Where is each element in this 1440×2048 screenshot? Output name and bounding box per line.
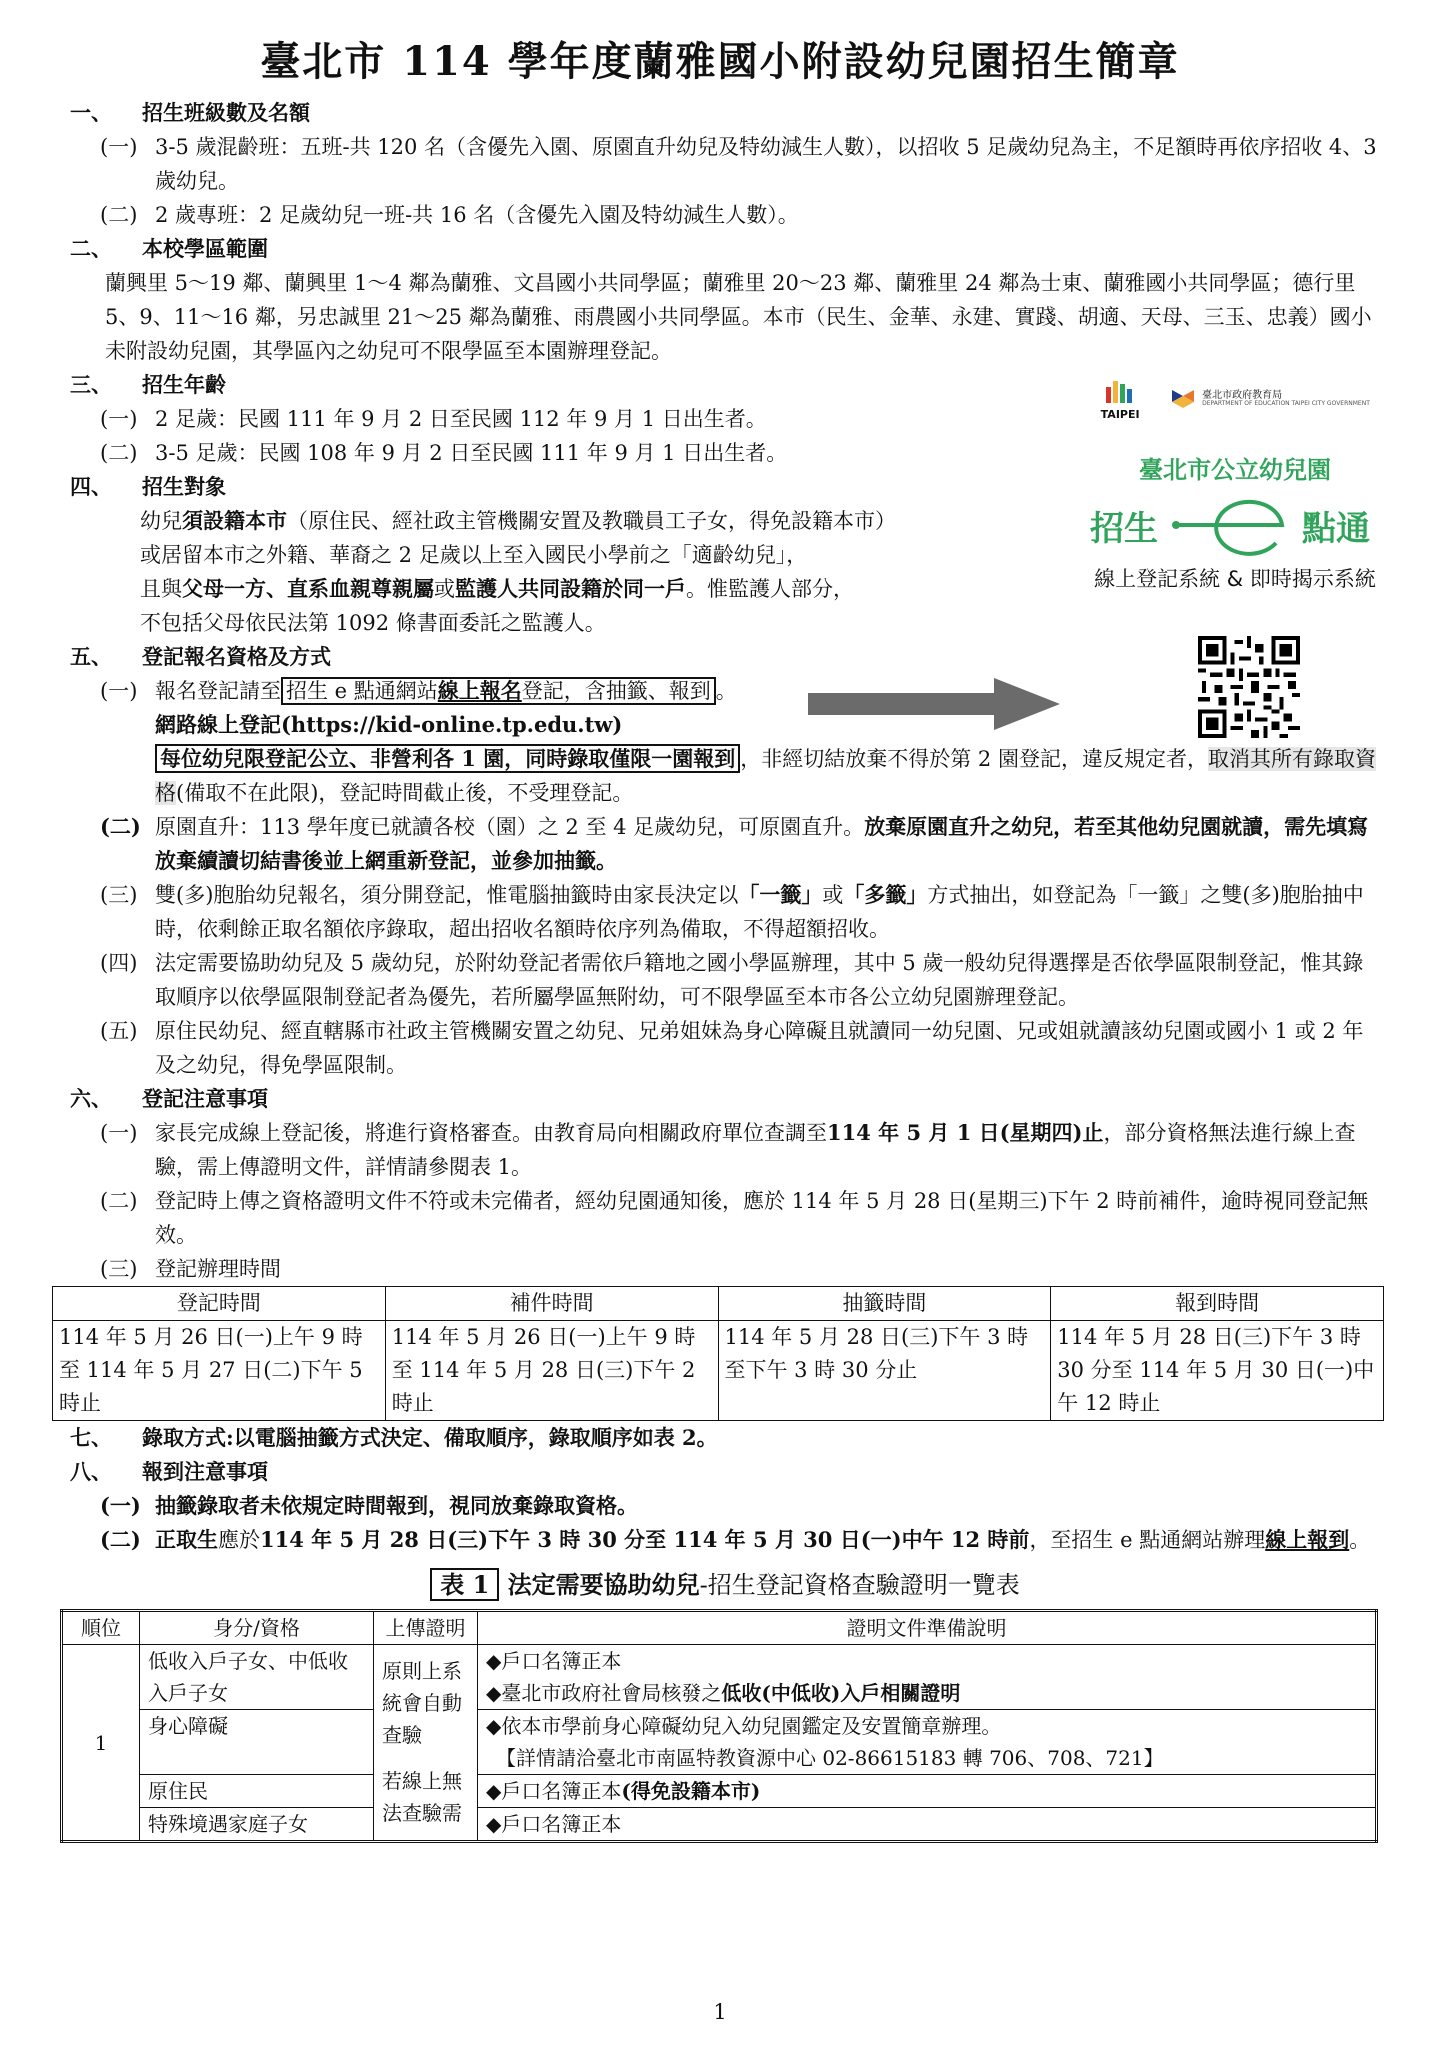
table-header-cell: 上傳證明 xyxy=(374,1611,478,1645)
enrollment-target-text xyxy=(70,504,1100,640)
education-dept-icon xyxy=(1170,386,1196,412)
table-header-cell: 報到時間 xyxy=(1051,1287,1384,1321)
section-7-heading: 七、 錄取方式:以電腦抽籤方式決定、備取順序，錄取順序如表 2。 xyxy=(70,1425,718,1450)
online-registration-url[interactable]: 網路線上登記(https://kid-online.tp.edu.tw) xyxy=(155,712,623,737)
public-kindergarten-label: 臺北市公立幼兒園 xyxy=(1139,456,1331,484)
section-6-item-2: (二) 登記時上傳之資格證明文件不符或未完備者，經幼兒園通知後，應於 114 年 5 月 28 日(星期三)下午 2 時前補件，逾時視同登記無效。 xyxy=(100,1189,1369,1247)
e-letter-icon xyxy=(1172,491,1298,557)
section-3-item-2: (二) 3-5 足歲：民國 108 年 9 月 2 日至民國 111 年 9 月 1 日出生者。 xyxy=(100,441,788,465)
identity-cell: 身心障礙 xyxy=(140,1710,374,1775)
section-6-heading: 六、 登記注意事項 xyxy=(70,1086,268,1111)
page-number: 1 xyxy=(713,2000,727,2024)
section-4-heading: 四、 招生對象 xyxy=(70,474,226,499)
section-1-heading: 一、 招生班級數及名額 xyxy=(70,100,310,125)
target-line-3: 且與父母一方、直系血親尊親屬或監護人共同設籍於同一戶。惟監護人部分， xyxy=(140,576,854,601)
taipei-city-icon xyxy=(1100,379,1140,405)
table-header-row xyxy=(62,1611,1377,1645)
section-5-heading: 五、 登記報名資格及方式 xyxy=(70,644,331,669)
main-content xyxy=(59,96,1380,1843)
target-line-4: 不包括父母依民法第 1092 條書面委託之監護人。 xyxy=(140,611,606,635)
table-header-cell: 抽籤時間 xyxy=(718,1287,1051,1321)
section-3-heading: 三、 招生年齡 xyxy=(70,372,226,397)
doc-cell: ◆戶口名簿正本(得免設籍本市) xyxy=(478,1775,1377,1808)
table-row xyxy=(62,1710,1377,1775)
identity-cell: 原住民 xyxy=(140,1775,374,1808)
target-line-2: 或居留本市之外籍、華裔之 2 足歲以上至入國民小學前之「適齡幼兒」， xyxy=(140,543,808,567)
registration-rule: 每位幼兒限登記公立、非營利各 1 園，同時錄取僅限一園報到 ，非經切結放棄不得於第 2 園登記，違反規定者，取消其所有錄取資格(備取不在此限)，登記時間截止後，不受理登記。 xyxy=(155,746,1376,805)
page-title: 臺北市 114 學年度蘭雅國小附設幼兒園招生簡章 xyxy=(260,38,1180,85)
section-8-item-2: (二) 正取生應於114 年 5 月 28 日(三)下午 3 時 30 分至 114 年 5 月 30 日(一)中午 12 時前，至招生 e 點通網站辦理線上報到。 xyxy=(100,1527,1371,1552)
section-2-heading: 二、 本校學區範圍 xyxy=(70,236,268,261)
section-1-item-2: (二) 2 歲專班：2 足歲幼兒一班-共 16 名（含優先入園及特幼減生人數）。 xyxy=(100,203,799,227)
section-5-item-3: (三) 雙(多)胞胎幼兒報名，須分開登記，惟電腦抽籤時由家長決定以「一籤」或「多籤」方式抽出，如登記為「一籤」之雙(多)胞胎抽中時，依剩餘正取名額依序錄取，超出招收名額時依序列為備取，不得超額招收。 xyxy=(100,882,1364,941)
kindergarten-logo xyxy=(1060,378,1410,593)
target-line-1: 幼兒須設籍本市（原住民、經社政主管機關安置及教職員工子女，得免設籍本市） xyxy=(140,508,896,533)
table-header-cell: 順位 xyxy=(62,1611,140,1645)
table-1-title: 表 1 法定需要協助幼兒-招生登記資格查驗證明一覽表 xyxy=(70,1565,1380,1605)
table-header-cell: 身分/資格 xyxy=(140,1611,374,1645)
school-district-text: 蘭興里 5～19 鄰、蘭興里 1～4 鄰為蘭雅、文昌國小共同學區；蘭雅里 20～23 鄰、蘭雅里 24 鄰為士東、蘭雅國小共同學區；德行里 5、9、11～16 鄰，另忠誠里 21～25 鄰為蘭雅、雨農國小共同學區。本市（民生、金華、永建、實踐、胡適、天母、三玉、忠義）國小未附設幼兒園，其學區內之幼兒可不限學區至本園辦理登記。 xyxy=(105,271,1372,363)
table-row xyxy=(53,1321,1384,1421)
table-cell: 114 年 5 月 28 日(三)下午 3 時 30 分至 114 年 5 月 30 日(一)中午 12 時止 xyxy=(1051,1321,1384,1421)
table-header-cell: 補件時間 xyxy=(385,1287,718,1321)
qr-code-icon[interactable] xyxy=(1198,636,1300,738)
doc-cell: ◆戶口名簿正本 ◆臺北市政府社會局核發之低收(中低收)入戶相關證明 xyxy=(478,1645,1377,1710)
e-point-link-box[interactable]: 招生 e 點通網站線上報名登記，含抽籤、報到 xyxy=(281,677,716,705)
section-3-item-1: (一) 2 足歲：民國 111 年 9 月 2 日至民國 112 年 9 月 1 日出生者。 xyxy=(100,407,767,431)
table-cell: 114 年 5 月 26 日(一)上午 9 時至 114 年 5 月 27 日(二)下午 5 時止 xyxy=(53,1321,386,1421)
section-1-item-1: (一) 3-5 歲混齡班：五班-共 120 名（含優先入園、原園直升幼兒及特幼減生人數），以招收 5 足歲幼兒為主，不足額時再依序招收 4、3 歲幼兒。 xyxy=(100,135,1377,193)
registration-schedule-table xyxy=(52,1286,1384,1421)
table-cell: 114 年 5 月 28 日(三)下午 3 時至下午 3 時 30 分止 xyxy=(718,1321,1051,1421)
rank-cell: 1 xyxy=(62,1645,140,1842)
identity-cell: 特殊境遇家庭子女 xyxy=(140,1808,374,1842)
qualification-proof-table xyxy=(60,1609,1378,1843)
logo-top-row xyxy=(1060,378,1410,420)
section-5-item-5: (五) 原住民幼兒、經直轄縣市社政主管機關安置之幼兒、兄弟姐妹為身心障礙且就讀同一幼兒園、兄或姐就讀該幼兒園或國小 1 或 2 年及之幼兒，得免學區限制。 xyxy=(100,1019,1364,1077)
taipei-logo: TAIPEI xyxy=(1100,379,1140,420)
section-5-item-1: (一) 報名登記請至 招生 e 點通網站線上報名登記，含抽籤、報到 。 xyxy=(100,678,737,703)
identity-cell: 低收入戶子女、中低收入戶子女 xyxy=(140,1645,374,1710)
section-8-item-1: (一) 抽籤錄取者未依規定時間報到，視同放棄錄取資格。 xyxy=(100,1493,638,1518)
section-6-item-3: (三) 登記辦理時間 xyxy=(100,1257,281,1281)
section-5-item-2: (二) 原園直升：113 學年度已就讀各校（園）之 2 至 4 足歲幼兒，可原園直升。放棄原園直升之幼兒，若至其他幼兒園就讀，需先填寫放棄續讀切結書後並上網重新登記，並參加抽籤。 xyxy=(100,814,1369,873)
arrow-right-icon xyxy=(808,678,1060,730)
table-row xyxy=(62,1775,1377,1808)
education-dept-logo: 臺北市政府教育局 DEPARTMENT OF EDUCATION TAIPEI CITY GOVERNMENT xyxy=(1170,386,1370,412)
upload-proof-cell: 原則上系統會自動查驗 若線上無法查驗需 xyxy=(374,1645,478,1842)
table-row xyxy=(62,1808,1377,1842)
section-8-heading: 八、 報到注意事項 xyxy=(70,1459,268,1484)
section-5-item-4: (四) 法定需要協助幼兒及 5 歲幼兒，於附幼登記者需依戶籍地之國小學區辦理，其中 5 歲一般幼兒得選擇是否依學區限制登記，惟其錄取順序以依學區限制登記者為優先，若所屬學區無附幼，可不限學區至本市各公立幼兒園辦理登記。 xyxy=(100,951,1364,1009)
doc-cell: ◆依本市學前身心障礙幼兒入幼兒園鑑定及安置簡章辦理。 【詳情請洽臺北市南區特教資源中心 02-86615183 轉 706、708、721】 xyxy=(478,1710,1377,1775)
system-subtitle: 線上登記系統 & 即時揭示系統 xyxy=(1094,567,1376,591)
table-row xyxy=(62,1645,1377,1710)
table-header-cell: 證明文件準備說明 xyxy=(478,1611,1377,1645)
table-header-cell: 登記時間 xyxy=(53,1287,386,1321)
doc-cell: ◆戶口名簿正本 xyxy=(478,1808,1377,1842)
table-header-row xyxy=(53,1287,1384,1321)
e-point-logo: 招生 點通 xyxy=(1060,491,1410,557)
section-6-item-1: (一) 家長完成線上登記後，將進行資格審查。由教育局向相關政府單位查調至114 年 5 月 1 日(星期四)止，部分資格無法進行線上查驗，需上傳證明文件，詳情請參閱表 1。 xyxy=(100,1120,1356,1179)
table-cell: 114 年 5 月 26 日(一)上午 9 時至 114 年 5 月 28 日(三)下午 2 時止 xyxy=(385,1321,718,1421)
